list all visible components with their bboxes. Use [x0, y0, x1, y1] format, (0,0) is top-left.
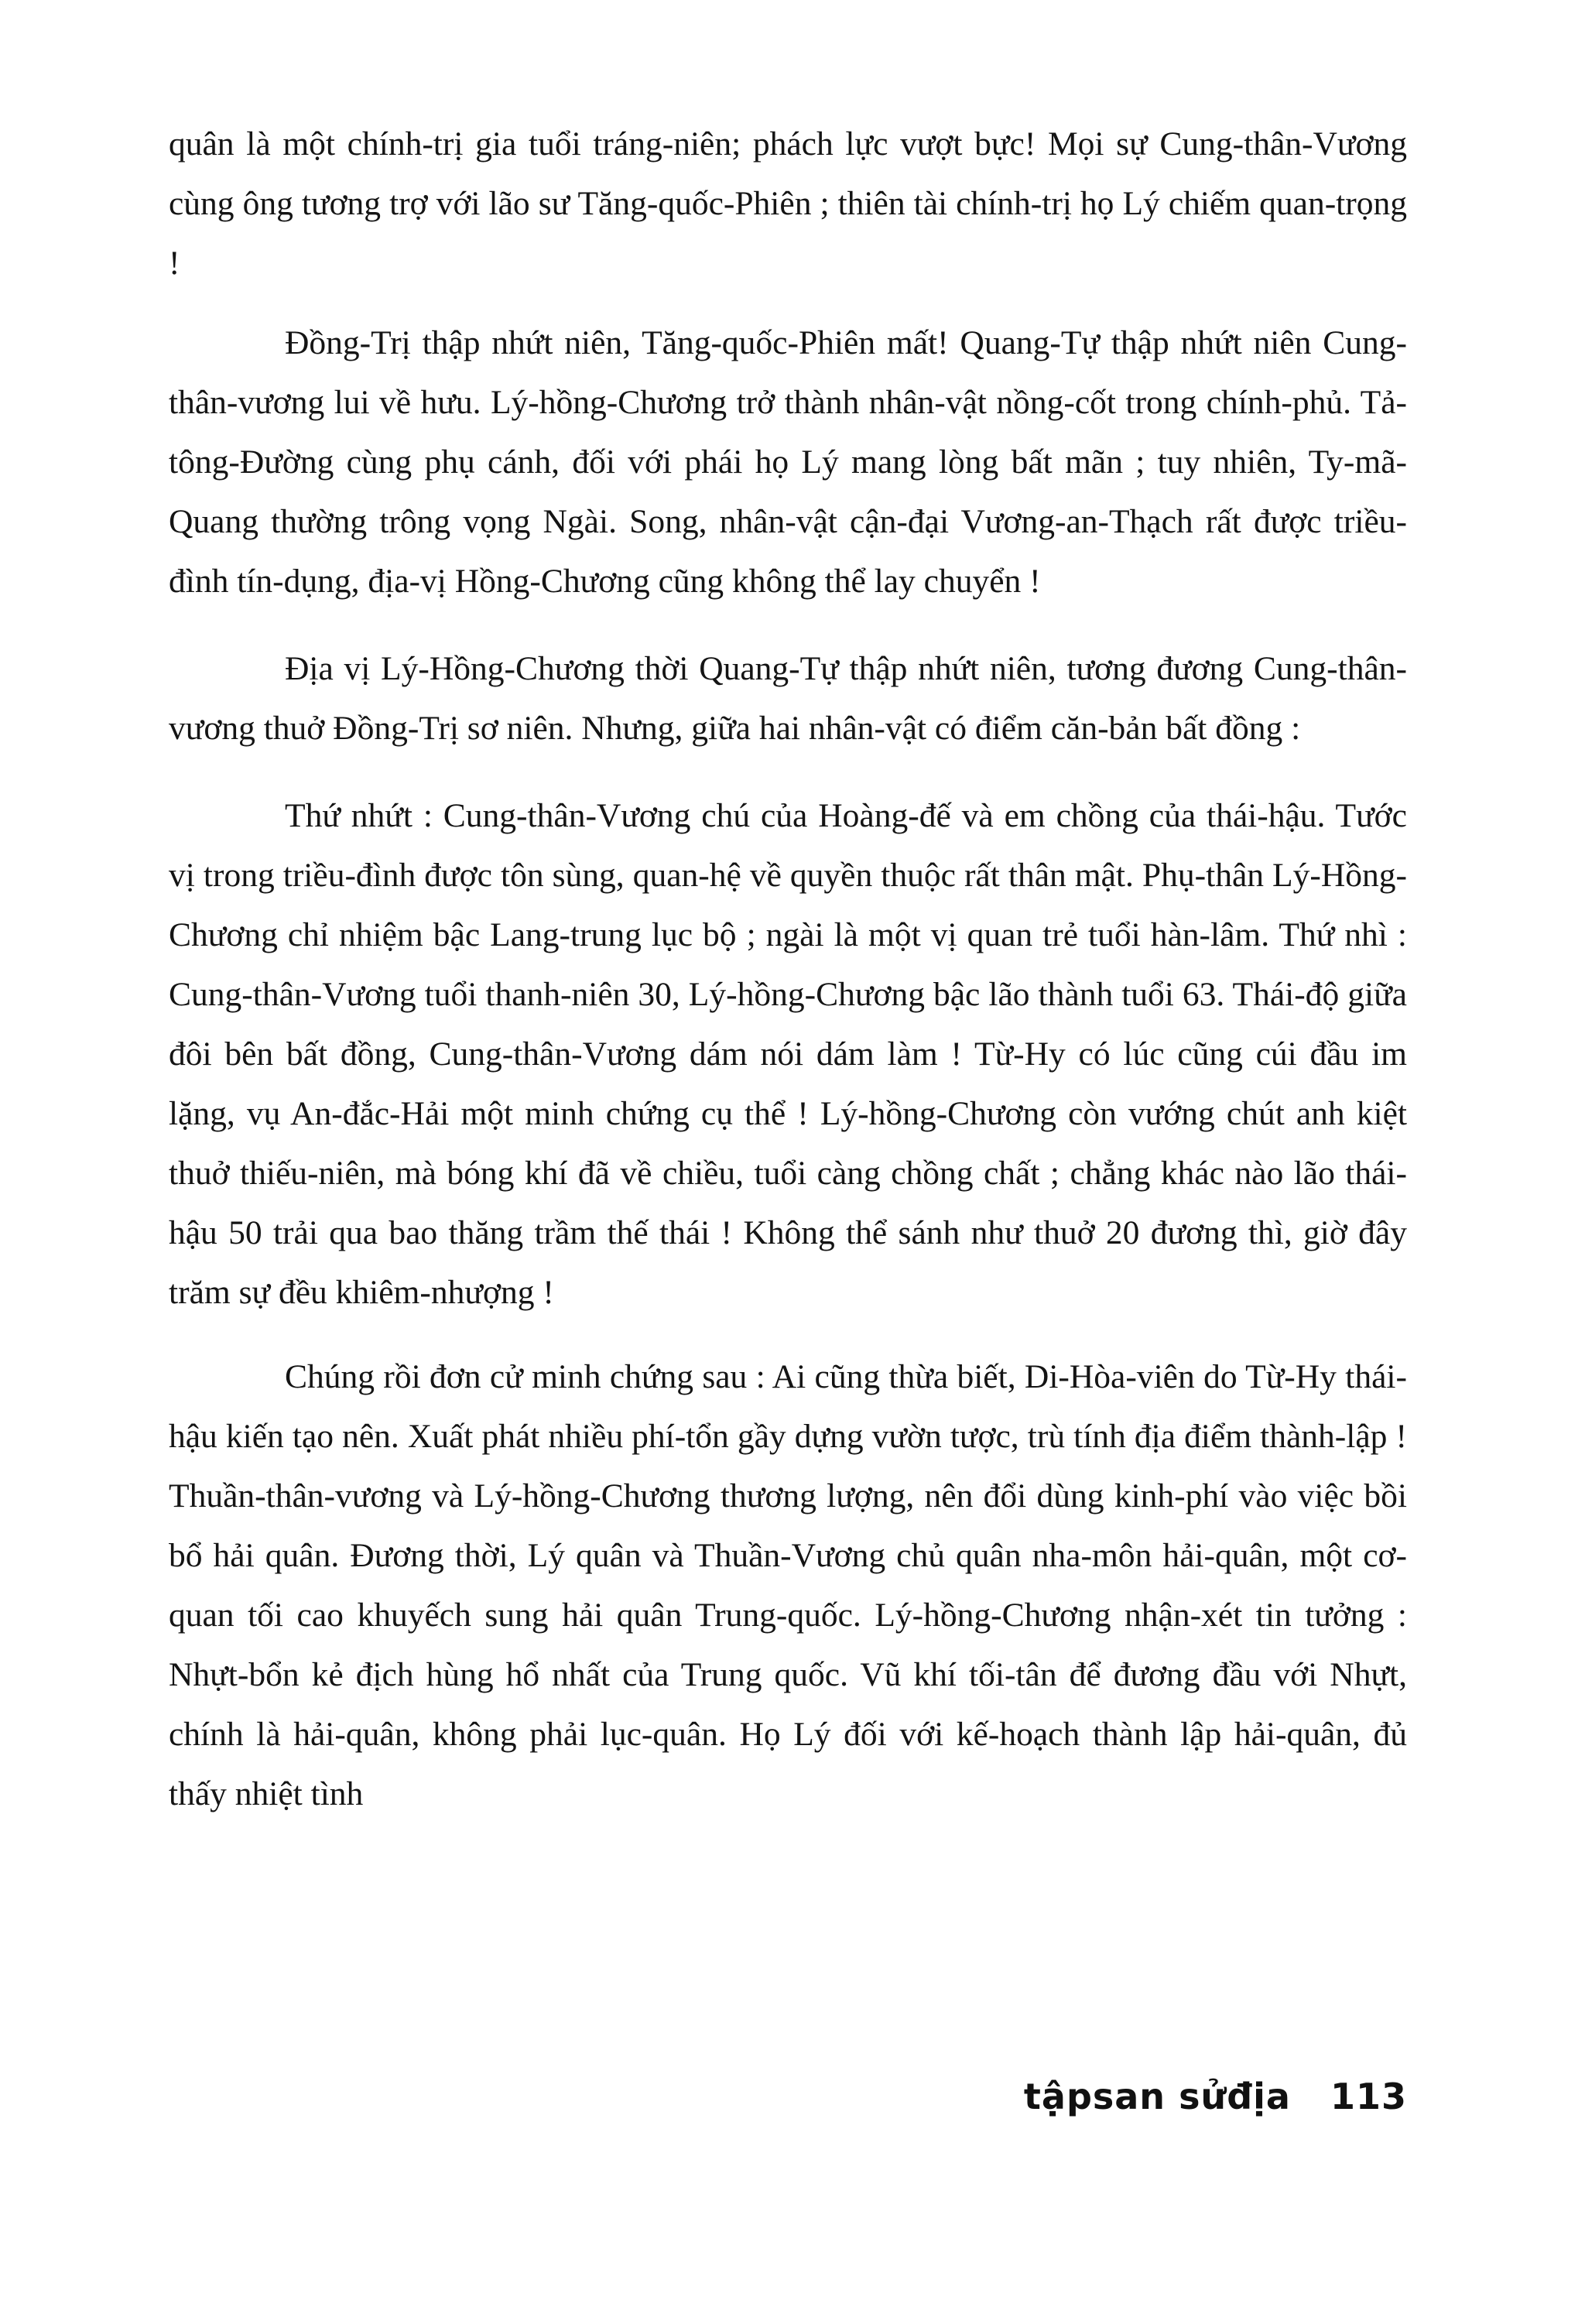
- page-body: [169, 115, 1407, 1824]
- publication-name-2: sửđịa: [1179, 2076, 1291, 2117]
- page-number: 113: [1330, 2076, 1407, 2117]
- paragraph: Địa vị Lý-Hồng-Chương thời Quang-Tự thập nhứt niên, tương đương Cung-thân-vương thuở Đồng-Trị sơ niên. Nhưng, giữa hai nhân-vật có điểm căn-bản bất đồng :: [169, 650, 1407, 747]
- paragraph: Đồng-Trị thập nhứt niên, Tăng-quốc-Phiên mất! Quang-Tự thập nhứt niên Cung-thân-vương lui về hưu. Lý-hồng-Chương trở thành nhân-vật nồng-cốt trong chính-phủ. Tả-tông-Đường cùng phụ cánh, đối với phái họ Lý mang lòng bất mãn ; tuy nhiên, Ty-mã-Quang thường trông vọng Ngài. Song, nhân-vật cận-đại Vương-an-Thạch rất được triều-đình tín-dụng, địa-vị Hồng-Chương cũng không thể lay chuyển !: [169, 324, 1407, 600]
- paragraph: Thứ nhứt : Cung-thân-Vương chú của Hoàng-đế và em chồng của thái-hậu. Tước vị trong triều-đình được tôn sùng, quan-hệ về quyền thuộc rất thân mật. Phụ-thân Lý-Hồng-Chương chỉ nhiệm bậc Lang-trung lục bộ ; ngài là một vị quan trẻ tuổi hàn-lâm. Thứ nhì : Cung-thân-Vương tuổi thanh-niên 30, Lý-hồng-Chương bậc lão thành tuổi 63. Thái-độ giữa đôi bên bất đồng, Cung-thân-Vương dám nói dám làm ! Từ-Hy có lúc cũng cúi đầu im lặng, vụ An-đắc-Hải một minh chứng cụ thể ! Lý-hồng-Chương còn vướng chút anh kiệt thuở thiếu-niên, mà bóng khí đã về chiều, tuổi càng chồng chất ; chẳng khác nào lão thái-hậu 50 trải qua bao thăng trầm thế thái ! Không thể sánh như thuở 20 đương thì, giờ đây trăm sự đều khiêm-nhượng !: [169, 797, 1407, 1311]
- page-footer: [1024, 2076, 1407, 2117]
- paragraph: Chúng rồi đơn cử minh chứng sau : Ai cũng thừa biết, Di-Hòa-viên do Từ-Hy thái-hậu kiến tạo nên. Xuất phát nhiều phí-tổn gầy dựng vườn tược, trù tính địa điểm thành-lập ! Thuần-thân-vương và Lý-hồng-Chương thương lượng, nên đổi dùng kinh-phí vào việc bồi bổ hải quân. Đương thời, Lý quân và Thuần-Vương chủ quân nha-môn hải-quân, một cơ-quan tối cao khuyếch sung hải quân Trung-quốc. Lý-hồng-Chương nhận-xét tin tưởng : Nhựt-bổn kẻ địch hùng hổ nhất của Trung quốc. Vũ khí tối-tân để đương đầu với Nhựt, chính là hải-quân, không phải lục-quân. Họ Lý đối với kế-hoạch thành lập hải-quân, đủ thấy nhiệt tình: [169, 1358, 1407, 1812]
- publication-name: tậpsan: [1023, 2076, 1166, 2117]
- paragraph: quân là một chính-trị gia tuổi tráng-niên; phách lực vượt bực! Mọi sự Cung-thân-Vương cùng ông tương trợ với lão sư Tăng-quốc-Phiên ; thiên tài chính-trị họ Lý chiếm quan-trọng !: [169, 125, 1407, 282]
